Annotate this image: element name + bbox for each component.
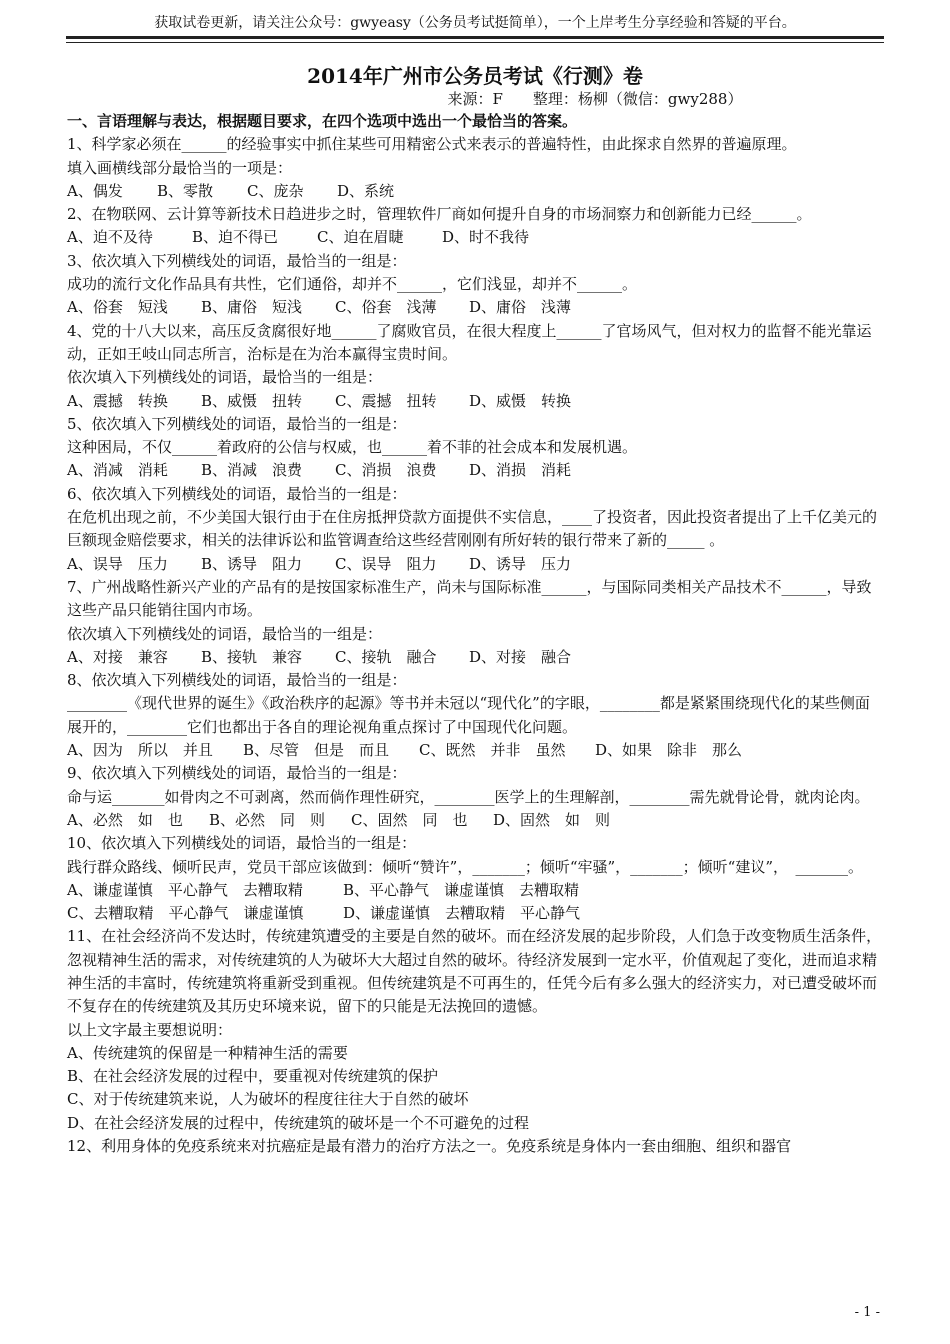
q3-option-c: C、俗套 浅薄	[335, 298, 437, 317]
q10-options-row2	[67, 902, 883, 925]
q5-option-d: D、消损 消耗	[469, 461, 572, 480]
q3-options	[67, 296, 883, 319]
q9-options	[67, 809, 883, 832]
header-note: 获取试卷更新，请关注公众号：gwyeasy（公务员考试挺简单），一个上岸考生分享经验和答疑的平台。	[154, 15, 796, 31]
page-number: - 1 -	[854, 1305, 880, 1320]
q10-option-d: D、谦虚谨慎 去糟取精 平心静气	[343, 904, 581, 923]
q7-prompt: 依次填入下列横线处的词语，最恰当的一组是：	[67, 624, 383, 643]
q8-option-d: D、如果 除非 那么	[595, 741, 743, 760]
q5-option-a: A、消减 消耗	[67, 461, 168, 480]
document-body	[67, 110, 883, 1158]
q6-stem: 在危机出现之前，不少美国大银行由于在住房抵押贷款方面提供不实信息，____了投资者，因此投资者提出了上千亿美元的巨额现金赔偿要求，相关的法律诉讼和监管调查给这些经营刚刚有所好转的银行带来了新的_____ 。	[67, 508, 878, 550]
q10-option-b: B、平心静气 谦虚谨慎 去糟取精	[343, 880, 580, 899]
q5-prompt: 5、依次填入下列横线处的词语，最恰当的一组是：	[67, 414, 407, 433]
q4-option-b: B、威慑 扭转	[201, 391, 303, 410]
q11-option-b: B、在社会经济发展的过程中，要重视对传统建筑的保护	[67, 1067, 439, 1086]
q3-option-a: A、俗套 短浅	[67, 298, 168, 317]
q1-option-b: B、零散	[157, 181, 214, 200]
section-heading: 一、言语理解与表达，根据题目要求，在四个选项中选出一个最恰当的答案。	[67, 112, 578, 130]
q7-stem: 7、广州战略性新兴产业的产品有的是按国家标准生产，尚未与国际标准______，与国际同类相关产品技术不______，导致这些产品只能销往国内市场。	[67, 577, 872, 620]
q5-option-b: B、消减 浪费	[201, 461, 303, 480]
header-rule-thick	[66, 36, 884, 39]
q1-stem: 1、科学家必须在______的经验事实中抓住某些可用精密公式来表示的普遍特性，由此探求自然界的普遍原理。	[67, 135, 797, 154]
q7-option-a: A、对接 兼容	[67, 647, 168, 666]
q8-option-a: A、因为 所以 并且	[67, 741, 213, 760]
q8-option-c: C、既然 并非 虽然	[419, 741, 566, 760]
q2-option-a: A、迫不及待	[67, 228, 153, 247]
source-line: 来源：F 整理：杨柳（微信：gwy288）	[447, 90, 743, 108]
q2-option-b: B、迫不得已	[192, 228, 279, 247]
q6-option-d: D、诱导 压力	[469, 554, 572, 573]
q7-option-b: B、接轨 兼容	[201, 647, 303, 666]
q2-options	[67, 226, 883, 249]
q1-option-d: D、系统	[337, 181, 395, 200]
q4-option-a: A、震撼 转换	[67, 391, 168, 410]
q11-option-d: D、在社会经济发展的过程中，传统建筑的破坏是一个不可避免的过程	[67, 1113, 530, 1132]
q11-prompt: 以上文字最主要想说明：	[67, 1020, 233, 1039]
q5-stem: 这种困局，不仅______着政府的公信与权威，也______着不菲的社会成本和发展机遇。	[67, 438, 638, 457]
q5-options	[67, 459, 883, 482]
q6-option-a: A、误导 压力	[67, 554, 168, 573]
q8-prompt: 8、依次填入下列横线处的词语，最恰当的一组是：	[67, 671, 407, 690]
page-title: 2014年广州市公务员考试《行测》卷	[307, 64, 643, 88]
q4-stem: 4、党的十八大以来，高压反贪腐很好地______了腐败官员，在很大程度上______了官场风气，但对权力的监督不能光靠运动，正如王岐山同志所言，治标是在为治本赢得宝贵时间。	[67, 321, 872, 363]
q9-option-b: B、必然 同 则	[209, 810, 326, 829]
q9-option-a: A、必然 如 也	[67, 810, 183, 829]
q5-option-c: C、消损 浪费	[335, 461, 437, 480]
q6-option-c: C、误导 阻力	[335, 554, 437, 573]
q6-option-b: B、诱导 阻力	[201, 554, 303, 573]
q9-option-d: D、固然 如 则	[493, 810, 611, 829]
q7-option-d: D、对接 融合	[469, 647, 572, 666]
q11-stem: 11、在社会经济尚不发达时，传统建筑遭受的主要是自然的破坏。而在经济发展的起步阶段，人们急于改变物质生活条件，忽视精神生活的需求，对传统建筑的人为破坏大大超过自然的破坏。待经济发展到一定水平，价值观起了变化，进而追求精神生活的丰富时，传统建筑将重新受到重视。但传统建筑是不可再生的，任凭今后有多么强大的经济实力，对已遭受破坏而不复存在的传统建筑及其历史环境来说，留下的只能是无法挽回的遗憾。	[67, 927, 882, 1016]
header-rule-thin	[66, 42, 884, 43]
q8-option-b: B、尽管 但是 而且	[243, 741, 390, 760]
q10-stem: 践行群众路线、倾听民声，党员干部应该做到：倾听“赞许”，_______；倾听“牢骚”，_______；倾听“建议”， _______。	[67, 857, 864, 876]
q3-option-b: B、庸俗 短浅	[201, 298, 303, 317]
q3-prompt: 3、依次填入下列横线处的词语，最恰当的一组是：	[67, 251, 407, 270]
q2-stem: 2、在物联网、云计算等新技术日趋进步之时，管理软件厂商如何提升自身的市场洞察力和创新能力已经______。	[67, 205, 812, 224]
q9-prompt: 9、依次填入下列横线处的词语，最恰当的一组是：	[67, 764, 407, 783]
q1-prompt: 填入画横线部分最恰当的一项是：	[67, 158, 293, 177]
q8-options	[67, 739, 883, 762]
q1-option-a: A、偶发	[67, 181, 123, 200]
q8-stem: ________《现代世界的诞生》《政治秩序的起源》等书并未冠以“现代化”的字眼，________都是紧紧围绕现代化的某些侧面展开的，________它们也都出于各自的理论视角重点探讨了中国现代化问题。	[67, 694, 870, 736]
q10-prompt: 10、依次填入下列横线处的词语，最恰当的一组是：	[67, 834, 417, 853]
q9-option-c: C、固然 同 也	[351, 810, 468, 829]
q10-options-row1	[67, 879, 883, 902]
q4-option-d: D、威慑 转换	[469, 391, 572, 410]
q4-options	[67, 390, 883, 413]
q12-stem: 12、利用身体的免疫系统来对抗癌症是最有潜力的治疗方法之一。免疫系统是身体内一套由细胞、组织和器官	[67, 1137, 792, 1156]
q3-stem: 成功的流行文化作品具有共性，它们通俗，却并不______，它们浅显，却并不______。	[67, 275, 638, 294]
q9-stem: 命与运_______如骨肉之不可剥离，然而倘作理性研究，________医学上的生理解剖，________需先就骨论骨，就肉论肉。	[67, 787, 870, 806]
q1-options	[67, 180, 883, 203]
q1-option-c: C、庞杂	[247, 181, 304, 200]
q10-option-a: A、谦虚谨慎 平心静气 去糟取精	[67, 880, 303, 899]
q11-option-a: A、传统建筑的保留是一种精神生活的需要	[67, 1043, 348, 1062]
q2-option-d: D、时不我待	[442, 228, 530, 247]
q2-option-c: C、迫在眉睫	[317, 228, 404, 247]
q7-option-c: C、接轨 融合	[335, 647, 437, 666]
q3-option-d: D、庸俗 浅薄	[469, 298, 572, 317]
q7-options	[67, 646, 883, 669]
q10-option-c: C、去糟取精 平心静气 谦虚谨慎	[67, 904, 304, 923]
q11-option-c: C、对于传统建筑来说，人为破坏的程度往往大于自然的破坏	[67, 1090, 469, 1109]
q6-prompt: 6、依次填入下列横线处的词语，最恰当的一组是：	[67, 484, 407, 503]
q6-options	[67, 553, 883, 576]
q4-option-c: C、震撼 扭转	[335, 391, 437, 410]
q4-prompt: 依次填入下列横线处的词语，最恰当的一组是：	[67, 368, 383, 387]
